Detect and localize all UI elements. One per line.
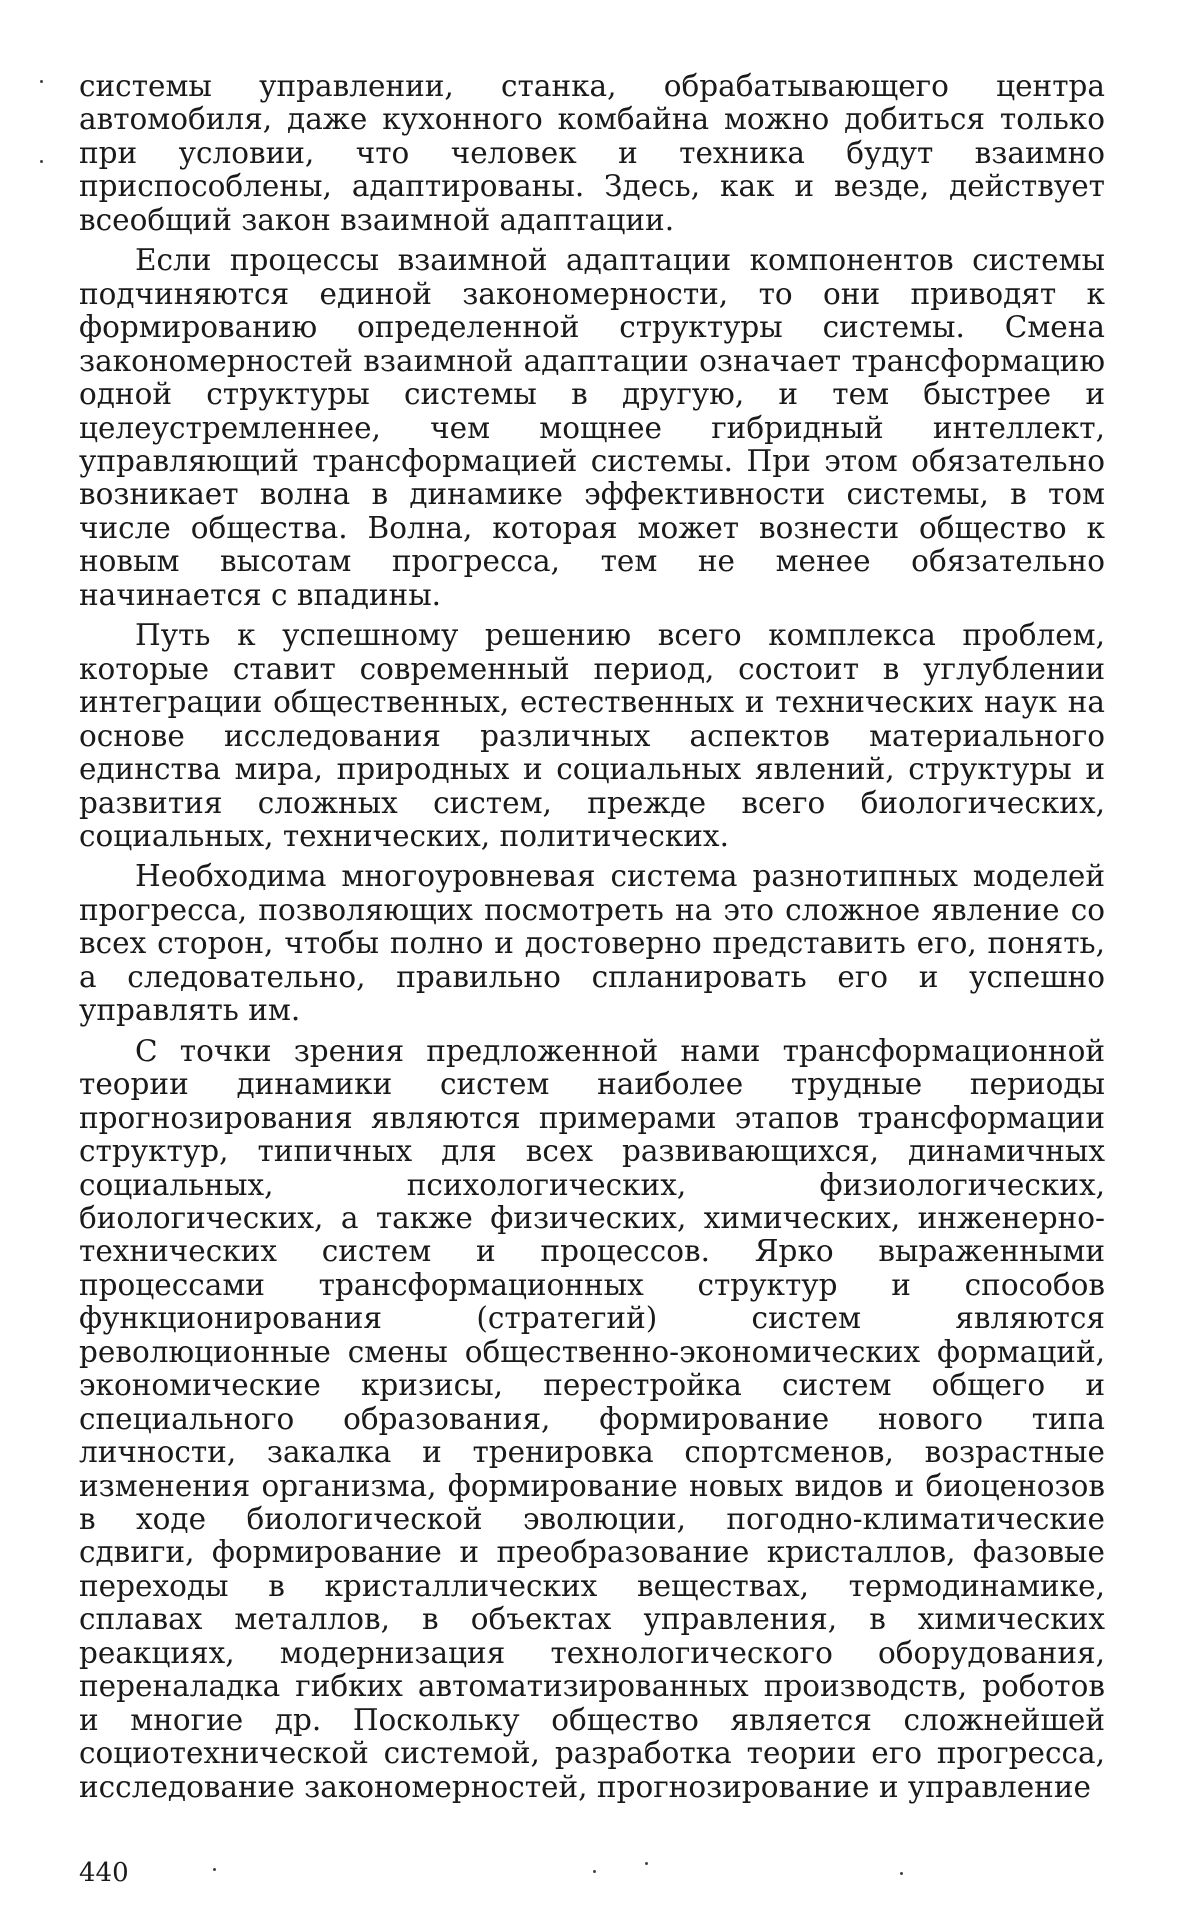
paragraph: Необходима многоуровневая система разнотипных моделей прогресса, позволяющих посмотреть на это сложное явление со всех сторон, чтобы полно и достоверно представить его, понять, а следовательно, правильно спланировать его и успешно управлять им. [79,860,1105,1027]
scan-speck [593,1870,596,1873]
scan-speck [213,1868,216,1871]
page-number: 440 [79,1858,129,1888]
paragraph: С точки зрения предложенной нами трансформационной теории динамики систем наиболее трудные периоды прогнозирования являются примерами этапов трансформации структур, типичных для всех развивающихся, динамичных социальных, психологических, физиологических, биологических, а также физических, химических, инженерно-технических систем и процессов. Ярко выраженными процессами трансформационных структур и способов функционирования (стратегий) систем являются революционные смены общественно-экономических формаций, экономические кризисы, перестройка систем общего и специального образования, формирование нового типа личности, закалка и тренировка спортсменов, возрастные изменения организма, формирование новых видов и биоценозов в ходе биологической эволюции, погодно-климатические сдвиги, формирование и преобразование кристаллов, фазовые переходы в кристаллических веществах, термодинамике, сплавах металлов, в объектах управления, в химических реакциях, модернизация технологического оборудования, переналадка гибких автоматизированных производств, роботов и многие др. Поскольку общество является сложнейшей социотехнической системой, разработка теории его прогресса, исследование закономерностей, прогнозирование и управление [79,1035,1105,1804]
scan-speck [40,160,43,163]
scan-speck [900,1872,903,1875]
book-page [0,0,1200,1915]
paragraph: Если процессы взаимной адаптации компонентов системы подчиняются единой закономерности, то они приводят к формированию определенной структуры системы. Смена закономерностей взаимной адаптации означает трансформацию одной структуры системы в другую, и тем быстрее и целеустремленнее, чем мощнее гибридный интеллект, управляющий трансформацией системы. При этом обязательно возникает волна в динамике эффективности системы, в том числе общества. Волна, которая может вознести общество к новым высотам прогресса, тем не менее обязательно начинается с впадины. [79,244,1105,612]
scan-speck [645,1862,648,1865]
scan-speck [40,80,43,83]
paragraph: Путь к успешному решению всего комплекса проблем, которые ставит современный период, состоит в углублении интеграции общественных, естественных и технических наук на основе исследования различных аспектов материального единства мира, природных и социальных явлений, структуры и развития сложных систем, прежде всего биологических, социальных, технических, политических. [79,619,1105,853]
paragraph-continuation: системы управлении, станка, обрабатывающего центра автомобиля, даже кухонного комбайна можно добиться только при условии, что человек и техника будут взаимно приспособлены, адаптированы. Здесь, как и везде, действует всеобщий закон взаимной адаптации. [79,70,1105,237]
body-text [79,70,1105,1804]
